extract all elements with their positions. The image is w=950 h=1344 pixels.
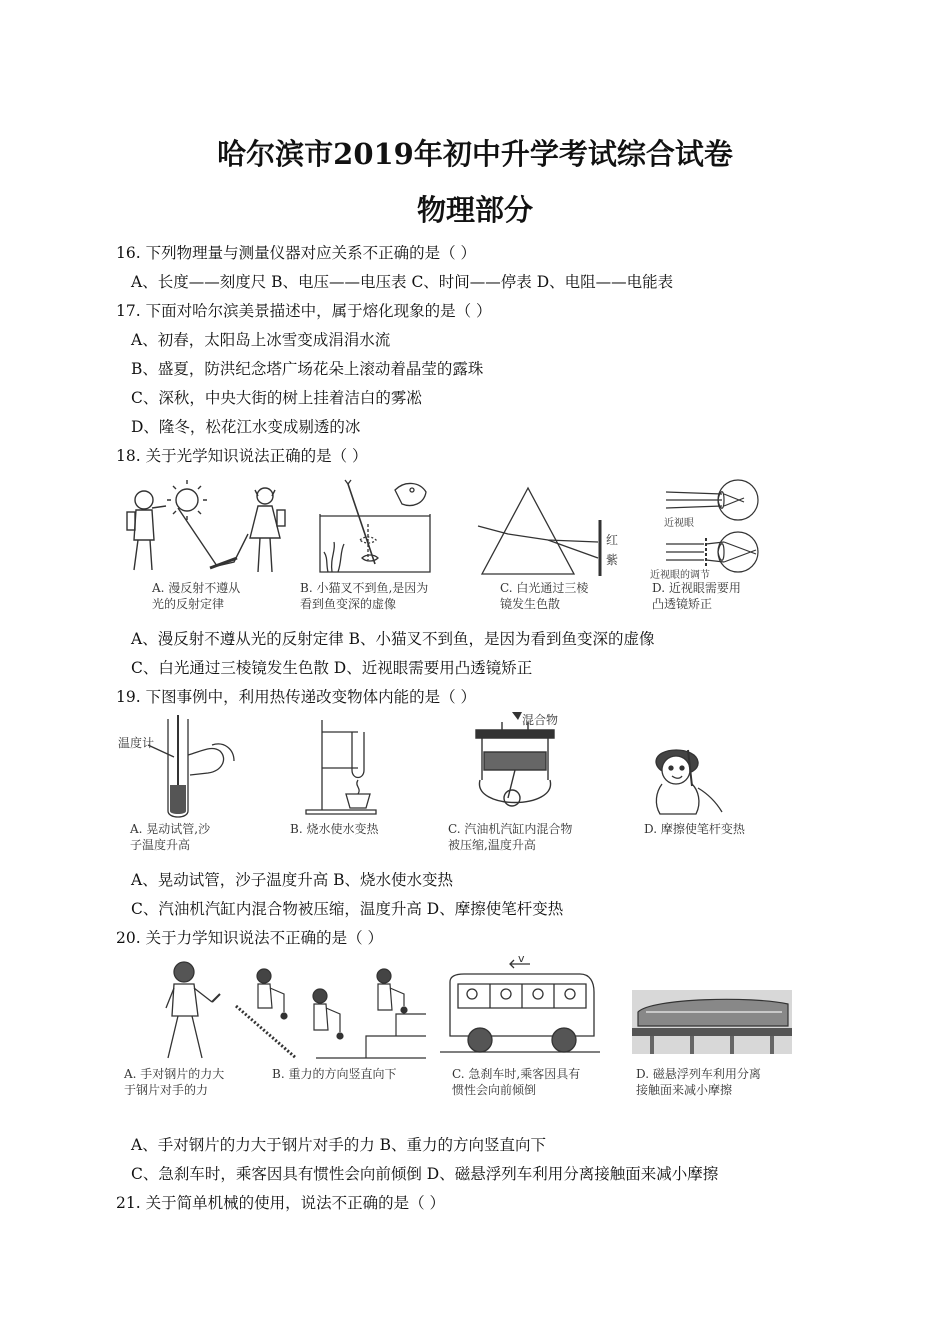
figure-boiling-water	[300, 718, 390, 818]
question-17-option-a: A、初春，太阳岛上冰雪变成涓涓水流	[131, 331, 391, 349]
figure-19b-caption: B. 烧水使水变热	[290, 822, 379, 836]
velocity-label: v	[518, 952, 525, 965]
figure-gravity-direction	[236, 966, 426, 1060]
question-17-option-b: B、盛夏，防洪纪念塔广场花朵上滚动着晶莹的露珠	[131, 360, 484, 378]
question-17-option-d: D、隆冬，松花江水变成剔透的冰	[131, 418, 361, 436]
question-17-stem: 17. 下面对哈尔滨美景描述中，属于熔化现象的是（ ）	[116, 302, 492, 320]
question-19-options-line1: A、晃动试管，沙子温度升高 B、烧水使水变热	[131, 871, 454, 889]
figure-18a-caption-1: A. 漫反射不遵从	[152, 581, 241, 595]
figure-20d-caption-1: D. 磁悬浮列车利用分离	[636, 1067, 761, 1081]
figure-18c-caption-2: 镜发生色散	[500, 597, 561, 611]
prism-violet-label: 紫	[606, 553, 619, 567]
question-19-options-line2: C、汽油机汽缸内混合物被压缩，温度升高 D、摩擦使笔杆变热	[131, 900, 564, 918]
question-20-stem: 20. 关于力学知识说法不正确的是（ ）	[116, 929, 384, 947]
myopia-label: 近视眼	[664, 518, 694, 529]
figure-bus-braking	[440, 952, 600, 1060]
figure-prism-dispersion	[470, 484, 630, 580]
question-17-option-c: C、深秋，中央大街的树上挂着洁白的雾凇	[131, 389, 422, 407]
prism-red-label: 红	[606, 533, 619, 547]
figure-18d-caption-2: 凸透镜矫正	[652, 597, 713, 611]
figure-shake-test-tube	[116, 715, 236, 819]
thermometer-label: 温度计	[118, 736, 155, 750]
figure-18a-caption-2: 光的反射定律	[152, 597, 225, 611]
figure-19c-caption-2: 被压缩,温度升高	[448, 838, 536, 852]
question-20-options-line1: A、手对钢片的力大于钢片对手的力 B、重力的方向竖直向下	[131, 1136, 547, 1154]
figure-18b-caption-2: 看到鱼变深的虚像	[300, 597, 397, 611]
figure-20a-caption-1: A. 手对钢片的力大	[124, 1067, 225, 1081]
figure-18b-caption-1: B. 小猫叉不到鱼,是因为	[300, 581, 429, 595]
question-16-stem: 16. 下列物理量与测量仪器对应关系不正确的是（ ）	[116, 244, 477, 262]
question-16-options: A、长度——刻度尺 B、电压——电压表 C、时间——停表 D、电阻——电能表	[131, 273, 674, 291]
figure-20b-caption: B. 重力的方向竖直向下	[272, 1067, 397, 1081]
figure-18d-caption-1: D. 近视眼需要用	[652, 581, 741, 595]
figure-20a-caption-2: 于钢片对手的力	[124, 1083, 209, 1097]
figure-cat-fishing	[320, 478, 430, 578]
page-title: 哈尔滨市2019年初中升学考试综合试卷	[217, 137, 733, 171]
figure-hand-steel-strip	[150, 958, 222, 1062]
figure-19d-caption: D. 摩擦使笔杆变热	[644, 822, 745, 836]
figure-20c-caption-2: 惯性会向前倾倒	[452, 1083, 537, 1097]
figure-19c-caption-1: C. 汽油机汽缸内混合物	[448, 822, 573, 836]
figure-maglev-train	[632, 990, 792, 1054]
question-19-stem: 19. 下图事例中，利用热传递改变物体内能的是（ ）	[116, 688, 477, 706]
question-18-options-line1: A、漫反射不遵从光的反射定律 B、小猫叉不到鱼，是因为看到鱼变深的虚像	[131, 630, 655, 648]
figure-18c-caption-1: C. 白光通过三棱	[500, 581, 589, 595]
myopia-correction-label: 近视眼的调节	[650, 570, 710, 581]
figure-rub-pen	[636, 742, 726, 816]
figure-diffuse-reflection	[122, 478, 292, 578]
question-20-options-line2: C、急刹车时，乘客因具有惯性会向前倾倒 D、磁悬浮列车利用分离接触面来减小摩擦	[131, 1165, 719, 1183]
question-21-stem: 21. 关于简单机械的使用，说法不正确的是（ ）	[116, 1194, 446, 1212]
question-18-stem: 18. 关于光学知识说法正确的是（ ）	[116, 447, 368, 465]
question-18-options-line2: C、白光通过三棱镜发生色散 D、近视眼需要用凸透镜矫正	[131, 659, 533, 677]
figure-19a-caption-1: A. 晃动试管,沙	[130, 822, 211, 836]
page-subtitle: 物理部分	[416, 193, 533, 227]
figure-20c-caption-1: C. 急刹车时,乘客因具有	[452, 1067, 581, 1081]
figure-20d-caption-2: 接触面来减小摩擦	[636, 1083, 733, 1097]
figure-engine-cylinder	[462, 710, 582, 820]
figure-19a-caption-2: 子温度升高	[130, 838, 191, 852]
mixture-label: 混合物	[522, 713, 559, 727]
figure-myopia-eye	[648, 478, 768, 581]
